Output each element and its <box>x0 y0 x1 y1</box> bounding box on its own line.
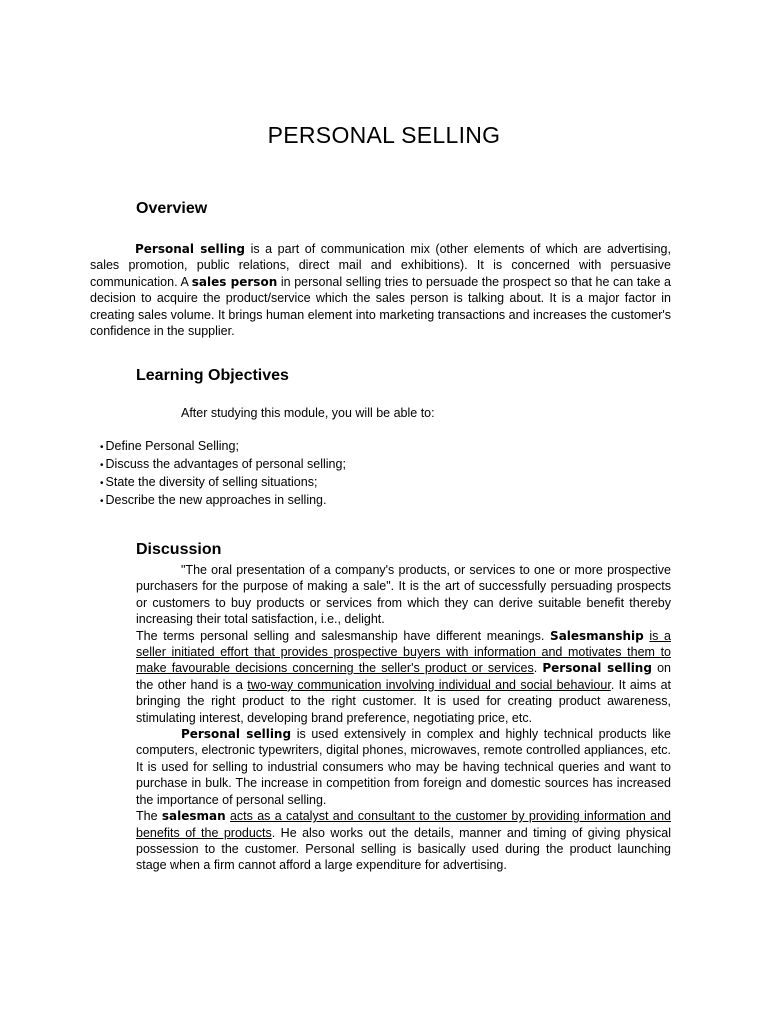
overview-text-1: is a part of communication mix (other elements of which are advertising, sales promotion, public relations, direct mail and exhibitions). It is concerned with persuasive communication. A <box>90 242 671 289</box>
discussion-heading: Discussion <box>136 541 222 558</box>
page-title: PERSONAL SELLING <box>267 122 501 148</box>
term-salesmanship: Salesmanship <box>550 628 644 643</box>
list-item: • Define Personal Selling; <box>100 438 346 456</box>
term-salesman: salesman <box>161 809 226 824</box>
discussion-body <box>136 562 671 874</box>
discussion-paragraph-4: The salesman acts as a catalyst and consultant to the customer by providing information and benefits of the products. He also works out the details, manner and timing of giving physical possession to the customer. Personal selling is basically used during the product launching stage when a firm cannot afford a large expenditure for advertising. <box>136 809 671 873</box>
objectives-intro: After studying this module, you will be able to: <box>181 406 435 420</box>
overview-text-2: in personal selling tries to persuade the prospect so that he can take a decision to acquire the product/service which the sales person is talking about. It is a major factor in creating sales volume. It brings human element into marketing transactions and increases the customer's confidence in the supplier. <box>90 274 671 339</box>
discussion-paragraph-3: Personal selling is used extensively in complex and highly technical products like computers, electronic typewriters, digital phones, microwaves, remote controlled appliances, etc. It is used for selling to industrial consumers who may be having technical queries and want to purchase in bulk. The increase in competition from foreign and domestic sources has increased the importance of personal selling. <box>136 727 671 807</box>
list-item: • State the diversity of selling situations; <box>100 474 346 492</box>
list-item: • Discuss the advantages of personal selling; <box>100 456 346 474</box>
discussion-quote: "The oral presentation of a company's products, or services to one or more prospective purchasers for the purpose of making a sale". It is the art of successfully persuading prospects or customers to buy products or services from which they can derive suitable benefit thereby increasing their total satisfaction, i.e., delight. <box>136 563 671 627</box>
personal-selling-definition: two-way communication involving individual and social behaviour <box>247 677 611 692</box>
discussion-paragraph-2: The terms personal selling and salesmanship have different meanings. Salesmanship is a seller initiated effort that provides prospective buyers with information and motivates them to make favourable decisions concerning the seller's product or services. Personal selling on the other hand is a two-way communication involving individual and social behaviour. It aims at bringing the right product to the right customer. It is used for creating product awareness, stimulating interest, developing brand preference, negotiating price, etc. <box>136 628 672 725</box>
overview-heading: Overview <box>136 200 208 217</box>
objectives-list <box>100 438 346 510</box>
salesmanship-definition: is a seller initiated effort that provides prospective buyers with information and motivates them to make favourable decisions concerning the seller's product or services <box>136 628 672 676</box>
salesman-role: acts as a catalyst and consultant to the customer by providing information and benefits of the products <box>136 809 671 840</box>
term-personal-selling-2: Personal selling <box>542 661 652 676</box>
term-personal-selling-3: Personal selling <box>181 727 292 742</box>
list-item: • Describe the new approaches in selling. <box>100 492 346 510</box>
overview-paragraph <box>90 241 671 339</box>
objectives-heading: Learning Objectives <box>136 367 289 384</box>
term-personal-selling: Personal selling <box>135 242 246 256</box>
term-sales-person: sales person <box>191 274 278 289</box>
